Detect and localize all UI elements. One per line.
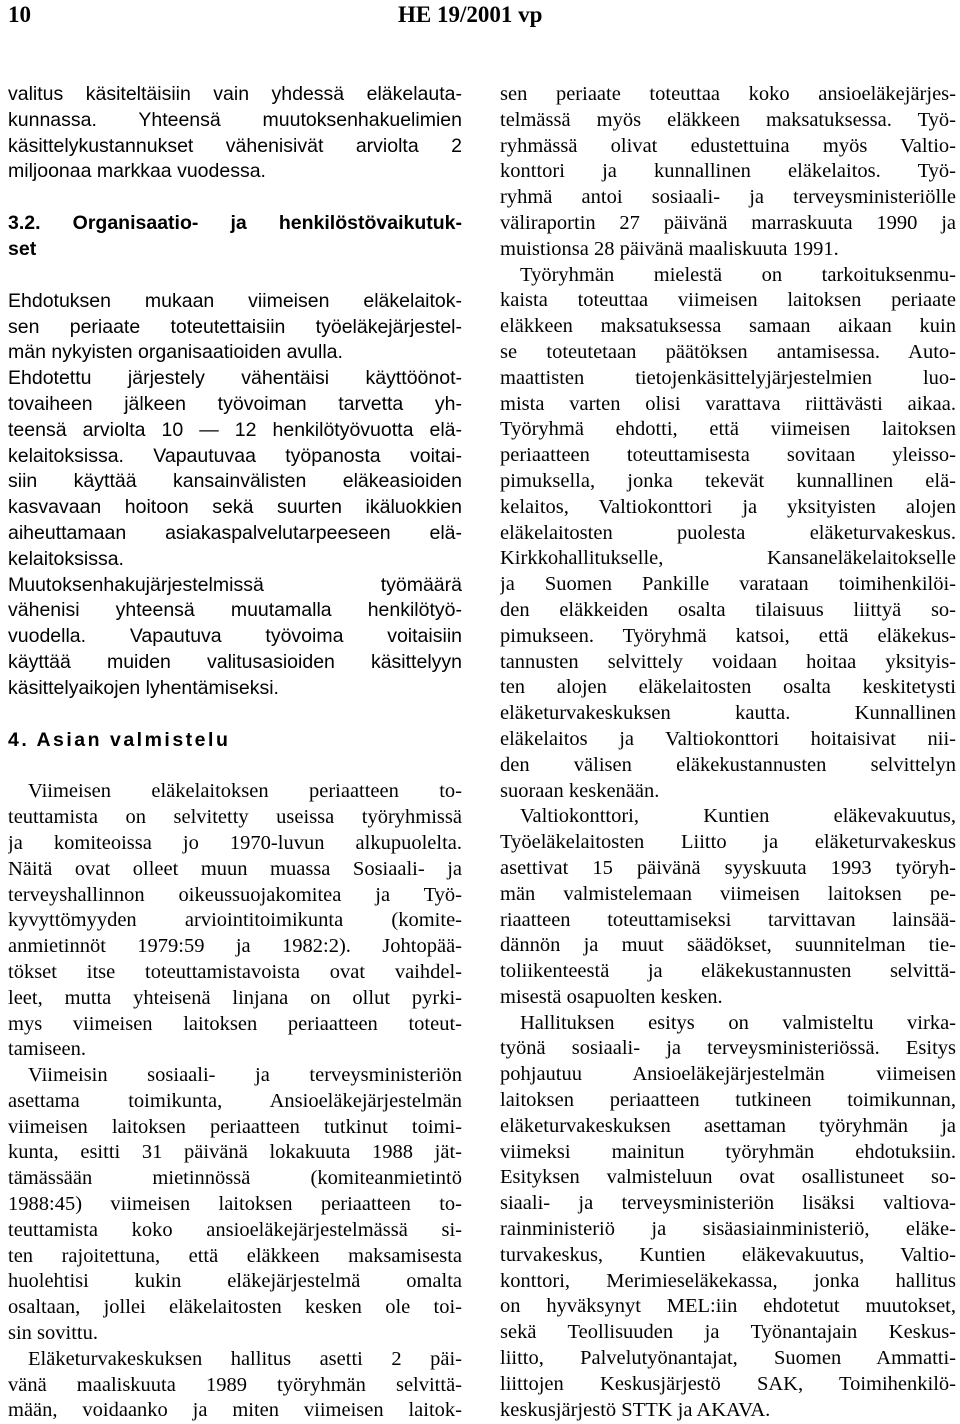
text-line: Ehdotettu järjestely vähentäisi käyttöönot- [8, 367, 462, 390]
text-line: käsittelykustannukset vähenisivät arviolta 2 [8, 134, 462, 157]
text-line: konttori, Merimieseläkekassa, jonka hallitus [500, 1269, 956, 1292]
text-line: liittojen Keskusjärjestö SAK, Toimihenkilö- [500, 1372, 956, 1395]
text-line: Viimeisin sosiaali- ja terveysministeriön [28, 1064, 462, 1087]
text-line: kasvavaan hoitoon sekä suurten ikäluokkien [8, 496, 462, 519]
text-line: turvakeskus, Kuntien eläkevakuutus, Valtio- [500, 1243, 956, 1266]
text-line: män nykyisten organisaatioiden avulla. [8, 341, 343, 364]
text-line: telmässä myös eläkkeen maksatuksessa. Työ- [500, 108, 956, 131]
text-line: mista varten olisi varattava riittävästi aikaa. [500, 392, 956, 415]
paragraph-gap [8, 702, 462, 728]
text-line: siin käyttää kansainvälisten eläkeasioiden [8, 470, 462, 493]
text-line: viimeisen laitoksen periaatteen tutkinut toimi- [8, 1115, 462, 1138]
text-line: den välisen eläkekustannusten selvittelyn [500, 753, 956, 776]
text-line: työnä sosiaali- ja terveysministeriössä. Esitys [500, 1037, 956, 1060]
text-line: kunnassa. Yhteensä muutoksenhakuelimien [8, 108, 462, 131]
text-line: män valmistelemaan viimeisen laitoksen pe- [500, 882, 956, 905]
text-line: konttori ja kunnallinen eläkelaitos. Työ- [500, 160, 956, 183]
text-line: 4. Asian valmistelu [8, 728, 231, 751]
text-line: vähenisi yhteensä muutamalla henkilötyö- [8, 599, 462, 622]
text-line: suoraan keskenään. [500, 779, 660, 802]
text-line: Viimeisen eläkelaitoksen periaatteen to- [28, 780, 462, 803]
text-line: käsittelyaikojen lyhentämiseksi. [8, 676, 279, 699]
paragraph-gap [8, 263, 462, 289]
text-line: teensä arviolta 10 — 12 henkilötyövuotta elä- [8, 418, 462, 441]
text-line: 1988:45) viimeisen laitoksen periaatteen to- [8, 1193, 462, 1216]
text-line: eläkelaitosten puolesta eläketurvakeskus. [500, 521, 956, 544]
text-line: siaali- ja terveysministeriön lisäksi valtiova- [500, 1192, 956, 1215]
text-line: toliikenteestä ja eläkekustannusten selvittä- [500, 960, 956, 983]
text-line: 3.2. Organisaatio- ja henkilöstövaikutuk- [8, 212, 462, 235]
text-line: tämässään mietinnössä (komiteanmietintö [8, 1167, 462, 1190]
text-line: ryhmä antoi sosiaali- ja terveysministeriölle [500, 186, 956, 209]
text-line: liitto, Palvelutyönantajat, Suomen Ammatti- [500, 1347, 956, 1370]
text-line: sekä Teollisuuden ja Työnantajain Keskus- [500, 1321, 956, 1344]
text-line: eläketurvakeskuksen kautta. Kunnallinen [500, 702, 956, 725]
text-line: rainministeriö ja sisäasiainministeriö, eläke- [500, 1218, 956, 1241]
text-line: terveyshallinnon oikeussuojakomitea ja Työ- [8, 883, 462, 906]
text-line: ryhmässä olivat edustettuina myös Valtio- [500, 134, 956, 157]
page-number: 10 [8, 2, 31, 27]
text-line: tamiseen. [8, 1038, 86, 1061]
text-line: maattisten tietojenkäsittelyjärjestelmien luo- [500, 366, 956, 389]
text-line: Hallituksen esitys on valmisteltu virka- [520, 1011, 956, 1034]
text-line: Näitä ovat olleet muun muassa Sosiaali- ja [8, 857, 462, 880]
text-line: väliraportin 27 päivänä marraskuuta 1990 ja [500, 211, 956, 234]
text-line: Esityksen valmisteluun ovat osallistuneet so- [500, 1166, 956, 1189]
text-line: sen periaate toteuttaa koko ansioeläkejärjes- [500, 83, 956, 105]
text-line: mys viimeisen laitoksen periaatteen toteut- [8, 1012, 462, 1035]
text-line: ja komiteoissa jo 1970-luvun alkupuolelta. [8, 831, 462, 854]
text-line: riaatteen toteuttamiseksi tarvittavan lainsää- [500, 908, 956, 931]
left-column [8, 82, 462, 1424]
text-line: Ehdotuksen mukaan viimeisen eläkelaitok- [8, 289, 462, 312]
text-line: käyttää muiden valitusasioiden käsittelyyn [8, 650, 462, 673]
text-line: eläkelaitos ja Valtiokonttori hoitaisivat nii- [500, 727, 956, 750]
text-line: laitoksen periaatteen tutkineen toimikunnan, [500, 1089, 956, 1112]
text-line: ten alojen eläkelaitosten osalta keskitetysti [500, 676, 956, 699]
text-line: teuttamista on selvitetty useissa työryhmissä [8, 806, 462, 829]
text-line: pohjautuu Ansioeläkejärjestelmän viimeisen [500, 1063, 956, 1086]
text-line: kaista toteuttaa viimeisen laitoksen periaate [500, 289, 956, 312]
text-line: asettivat 15 päivänä syyskuuta 1993 työryh- [500, 856, 956, 879]
text-line: leet, mutta yhteisenä linjana on ollut pyrki- [8, 986, 462, 1009]
paragraph-gap [8, 185, 462, 211]
text-line: tovaiheen jälkeen työvoiman tarvetta yh- [8, 392, 462, 415]
text-line: teuttamista koko ansioeläkejärjestelmässä si- [8, 1218, 462, 1241]
text-line: huolehtisi kukin eläkejärjestelmä omalta [8, 1270, 462, 1293]
text-line: aiheuttamaan asiakaspalvelutarpeeseen elä- [8, 521, 462, 544]
text-line: den eläkkeiden osalta tilaisuus liittyä so- [500, 598, 956, 621]
text-line: tökset itse toteuttamistavoista ovat vaihdel- [8, 960, 462, 983]
text-line: sin sovittu. [8, 1322, 98, 1345]
text-line: periaatteen toteuttamisesta sovitaan yleisso- [500, 444, 956, 467]
text-line: Työryhmän mielestä on tarkoituksenmu- [520, 263, 956, 286]
text-line: muistionsa 28 päivänä maaliskuuta 1991. [500, 237, 839, 260]
text-line: se toteutetaan päätöksen antamisessa. Auto- [500, 340, 956, 363]
text-line: sen periaate toteutettaisiin työeläkejärjestel- [8, 315, 462, 338]
text-line: ja Suomen Pankille varataan toimihenkilöi- [500, 573, 956, 596]
text-line: Muutoksenhakujärjestelmissä työmäärä [8, 573, 462, 596]
text-line: kelaitos, Valtiokonttori ja yksityisten alojen [500, 495, 956, 518]
text-line: tannusten selvittely voidaan hoitaa yksityis- [500, 650, 956, 673]
text-line: viimeksi mainitun työryhmän ehdotuksiin. [500, 1140, 956, 1163]
text-line: Työryhmä ehdotti, että viimeisen laitoksen [500, 418, 956, 441]
text-line: Työeläkelaitosten Liitto ja eläketurvakeskus [500, 831, 956, 854]
text-line: pimuksella, jonka tekevät kunnallinen elä- [500, 469, 956, 492]
text-line: asettama toimikunta, Ansioeläkejärjestelmän [8, 1089, 462, 1112]
text-line: valitus käsiteltäisiin vain yhdessä eläkelauta- [8, 83, 462, 105]
text-line: kunta, esitti 31 päivänä lokakuuta 1988 jät- [8, 1141, 462, 1164]
text-line: kelaitoksissa. Vapautuvaa työpanosta voitai- [8, 444, 462, 467]
text-line: vuodella. Vapautuva työvoima voitaisiin [8, 625, 462, 648]
page-header [0, 0, 960, 40]
text-line: on hyväksynyt MEL:iin ehdotetut muutokset, [500, 1295, 956, 1318]
text-line: kyvyttömyyden arviointitoimikunta (komite- [8, 909, 462, 932]
paragraph-gap [8, 753, 462, 779]
text-line: keskusjärjestö STTK ja AKAVA. [500, 1398, 771, 1421]
text-line: mään, voidaanko ja miten viimeisen laitok- [8, 1399, 462, 1422]
text-line: misestä osapuolten kesken. [500, 985, 723, 1008]
text-line: eläkkeen maksatuksessa samaan aikaan kuin [500, 315, 956, 338]
text-line: vänä maaliskuuta 1989 työryhmän selvittä- [8, 1373, 462, 1396]
text-line: Valtiokonttori, Kuntien eläkevakuutus, [520, 805, 956, 828]
text-line: eläketurvakeskuksen asettaman työryhmän ja [500, 1114, 956, 1137]
text-line: Kirkkohallitukselle, Kansaneläkelaitokselle [500, 547, 956, 570]
text-line: ten rajoitettuna, että eläkkeen maksamisesta [8, 1244, 462, 1267]
text-line: anmietinnöt 1979:59 ja 1982:2). Johtopää- [8, 935, 462, 958]
text-line: miljoonaa markkaa vuodessa. [8, 160, 266, 183]
text-line: kelaitoksissa. [8, 547, 124, 570]
text-line: pimukseen. Työryhmä katsoi, että eläkekus- [500, 624, 956, 647]
text-line: dännön ja muut säädökset, suunnitelman tie- [500, 934, 956, 957]
text-line: osaltaan, jollei eläkelaitosten kesken ole toi- [8, 1296, 462, 1319]
right-column [500, 82, 956, 1423]
document-id: HE 19/2001 vp [398, 2, 543, 27]
text-line: Eläketurvakeskuksen hallitus asetti 2 päi- [28, 1347, 462, 1370]
text-line: set [8, 237, 37, 260]
